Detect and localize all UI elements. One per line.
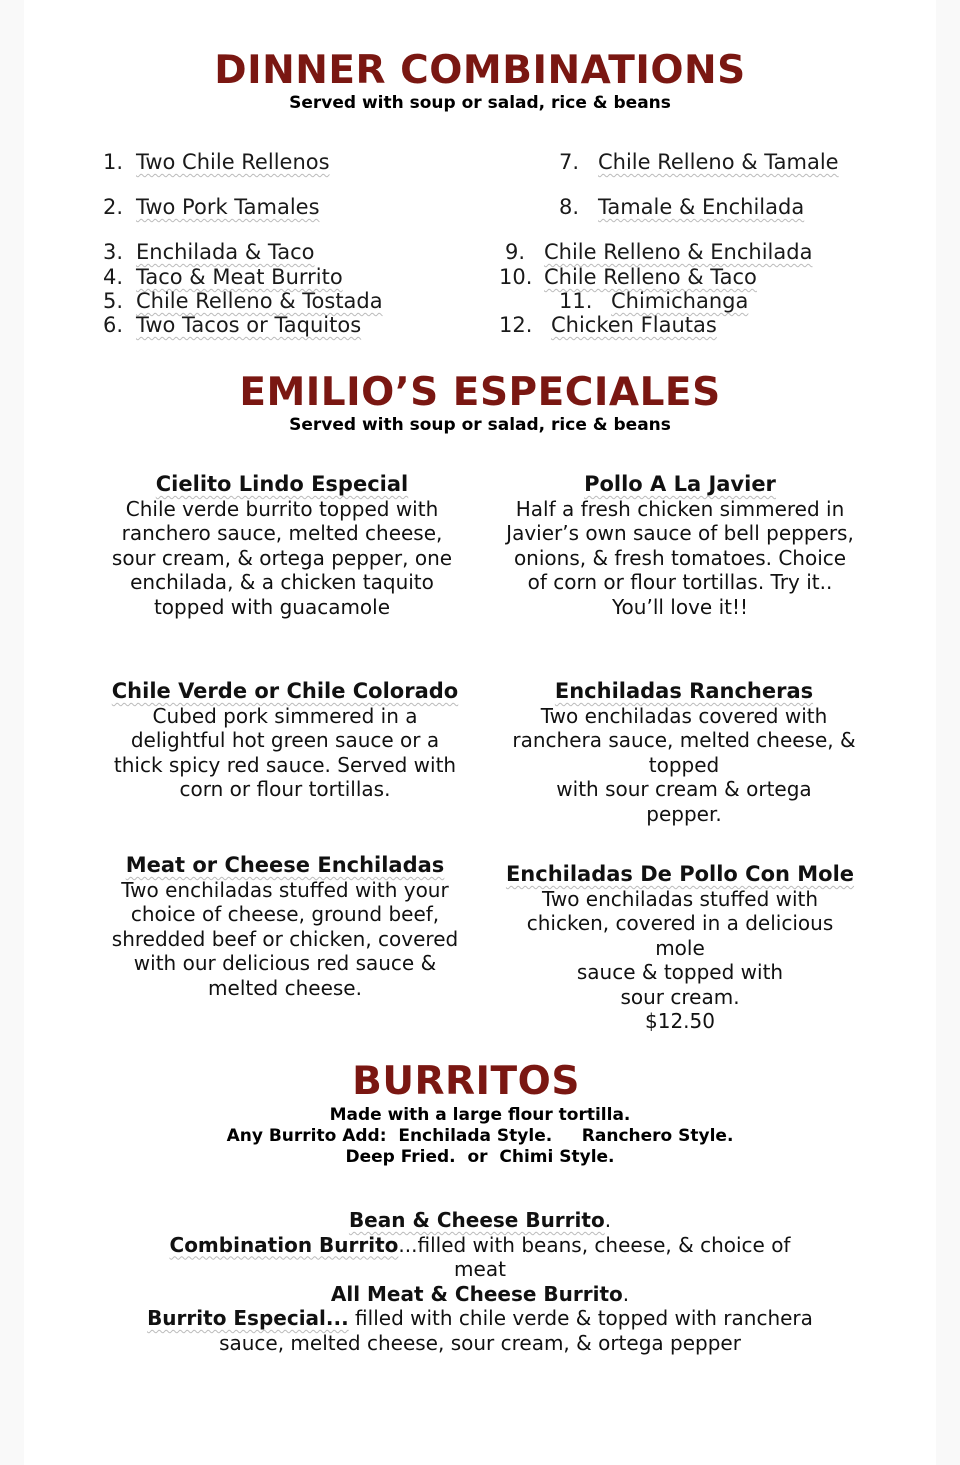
combo-number: 5. [103, 289, 124, 313]
special-desc-line: of corn or flour tortillas. Try it.. [527, 570, 833, 594]
combo-item [559, 150, 839, 174]
combo-number: 3. [103, 240, 124, 264]
especiales-title: EMILIO’S ESPECIALES [239, 370, 721, 415]
combo-name: Chicken Flautas [551, 313, 717, 337]
special-desc-line: sour cream, & ortega pepper, one [111, 545, 453, 570]
burrito-desc: . [622, 1281, 630, 1306]
burrito-name: Combination Burrito [169, 1232, 399, 1257]
combo-name: Chile Relleno & Tamale [598, 150, 839, 174]
special-desc-line: onions, & fresh tomatoes. Choice [513, 545, 847, 570]
special-desc-line: mole [655, 935, 705, 960]
dinner-combinations-title: DINNER COMBINATIONS [214, 48, 746, 93]
menu-page [24, 0, 936, 1465]
special-item [494, 862, 866, 1034]
burrito-desc: ...filled with beans, cheese, & choice of [398, 1232, 791, 1257]
burritos-subtitle-line: Deep Fried. or Chimi Style. [345, 1147, 615, 1167]
combo-item [103, 289, 383, 313]
combo-name: Enchilada & Taco [136, 240, 315, 264]
special-price: $12.50 [645, 1009, 715, 1033]
special-item [498, 679, 870, 826]
special-desc-line: with sour cream & ortega [556, 777, 812, 801]
burrito-name: All Meat & Cheese Burrito [330, 1281, 623, 1306]
special-desc-line: delightful hot green sauce or a [130, 728, 440, 752]
special-name: Meat or Cheese Enchiladas [125, 853, 445, 877]
burritos-subtitle [24, 1105, 936, 1168]
burritos-subtitle-line: Made with a large flour tortilla. [329, 1105, 631, 1125]
special-desc-line: Chile verde burrito topped with [125, 496, 439, 521]
burrito-item [24, 1208, 936, 1233]
special-desc-line: Two enchiladas stuffed with your [121, 877, 449, 902]
special-desc-line: sour cream. [620, 984, 740, 1009]
special-desc-line: Two enchiladas covered with [540, 703, 828, 728]
special-item [490, 472, 870, 619]
burrito-desc: . [604, 1208, 612, 1232]
special-desc-line: chicken, covered in a delicious [526, 911, 834, 935]
special-desc-line: Half a fresh chicken simmered in [515, 496, 845, 521]
burrito-item [24, 1282, 936, 1307]
special-name: Cielito Lindo Especial [155, 472, 409, 496]
special-desc-line: enchilada, & a chicken taquito [130, 570, 434, 594]
burrito-list [24, 1208, 936, 1355]
combo-name: Chile Relleno & Enchilada [544, 240, 813, 264]
special-desc-line: sauce & topped with [576, 960, 784, 984]
special-desc-line: corn or flour tortillas. [179, 777, 391, 801]
burritos-title: BURRITOS [352, 1059, 580, 1104]
special-desc-line: melted cheese. [208, 975, 362, 1000]
special-desc-line: topped [648, 752, 720, 777]
combo-name: Two Chile Rellenos [136, 150, 330, 174]
combo-item [103, 195, 320, 219]
combo-name: Two Tacos or Taquitos [136, 313, 362, 337]
combo-number: 6. [103, 313, 124, 337]
combo-item [103, 150, 330, 174]
combo-name: Chile Relleno & Taco [544, 265, 757, 289]
combo-number: 9. [505, 240, 526, 264]
special-desc-line: Two enchiladas stuffed with [541, 886, 819, 911]
special-desc-line: ranchero sauce, melted cheese, [121, 521, 443, 545]
special-desc-line: choice of cheese, ground beef, [130, 902, 440, 926]
combo-item [103, 240, 315, 264]
combo-number: 4. [103, 265, 124, 289]
combo-number: 10. [499, 265, 533, 289]
special-desc-line: Javier’s own sauce of bell peppers, [506, 521, 854, 545]
special-item [98, 679, 472, 802]
special-desc-line: You’ll love it!! [611, 594, 749, 619]
combo-number: 2. [103, 195, 124, 219]
special-desc-line: Cubed pork simmered in a [152, 703, 418, 728]
burrito-item [24, 1306, 936, 1331]
special-name: Pollo A La Javier [584, 472, 776, 496]
combo-name: Chile Relleno & Tostada [136, 289, 383, 313]
combo-item [505, 240, 812, 264]
special-desc-line: with our delicious red sauce & [133, 951, 437, 975]
combo-number: 11. [559, 289, 593, 313]
combo-number: 1. [103, 150, 124, 174]
burrito-desc-cont: meat [454, 1257, 506, 1281]
combo-number: 8. [559, 195, 580, 219]
special-desc-line: topped with guacamole [153, 594, 391, 619]
combo-name: Two Pork Tamales [136, 195, 320, 219]
combo-name: Tamale & Enchilada [598, 195, 805, 219]
combo-item [499, 313, 717, 337]
especiales-subtitle: Served with soup or salad, rice & beans [289, 415, 671, 435]
burritos-subtitle-line: Any Burrito Add: Enchilada Style. Ranchero Style. [226, 1126, 734, 1146]
combo-number: 7. [559, 150, 580, 174]
combo-item [499, 265, 757, 289]
special-name: Enchiladas De Pollo Con Mole [505, 862, 855, 886]
special-name: Enchiladas Rancheras [554, 679, 814, 703]
dinner-combinations-subtitle: Served with soup or salad, rice & beans [289, 93, 671, 113]
burrito-desc: filled with chile verde & topped with ranchera [348, 1306, 813, 1330]
combo-item [559, 195, 804, 219]
combo-number: 12. [499, 313, 533, 337]
burrito-desc-cont: sauce, melted cheese, sour cream, & ortega pepper [219, 1330, 741, 1355]
special-name: Chile Verde or Chile Colorado [111, 679, 459, 703]
combo-name: Taco & Meat Burrito [136, 265, 343, 289]
burrito-name: Burrito Especial... [147, 1306, 349, 1330]
combo-item [103, 313, 361, 337]
combo-name: Chimichanga [611, 289, 749, 313]
combo-item [559, 289, 748, 313]
special-item [98, 472, 466, 619]
special-desc-line: thick spicy red sauce. Served with [113, 752, 457, 777]
special-desc-line: pepper. [646, 801, 722, 826]
special-desc-line: ranchera sauce, melted cheese, & [512, 728, 856, 752]
combo-item [103, 265, 343, 289]
special-item [98, 853, 472, 1000]
special-desc-line: shredded beef or chicken, covered [111, 926, 459, 951]
burrito-name: Bean & Cheese Burrito [348, 1208, 605, 1232]
burrito-item [24, 1233, 936, 1258]
